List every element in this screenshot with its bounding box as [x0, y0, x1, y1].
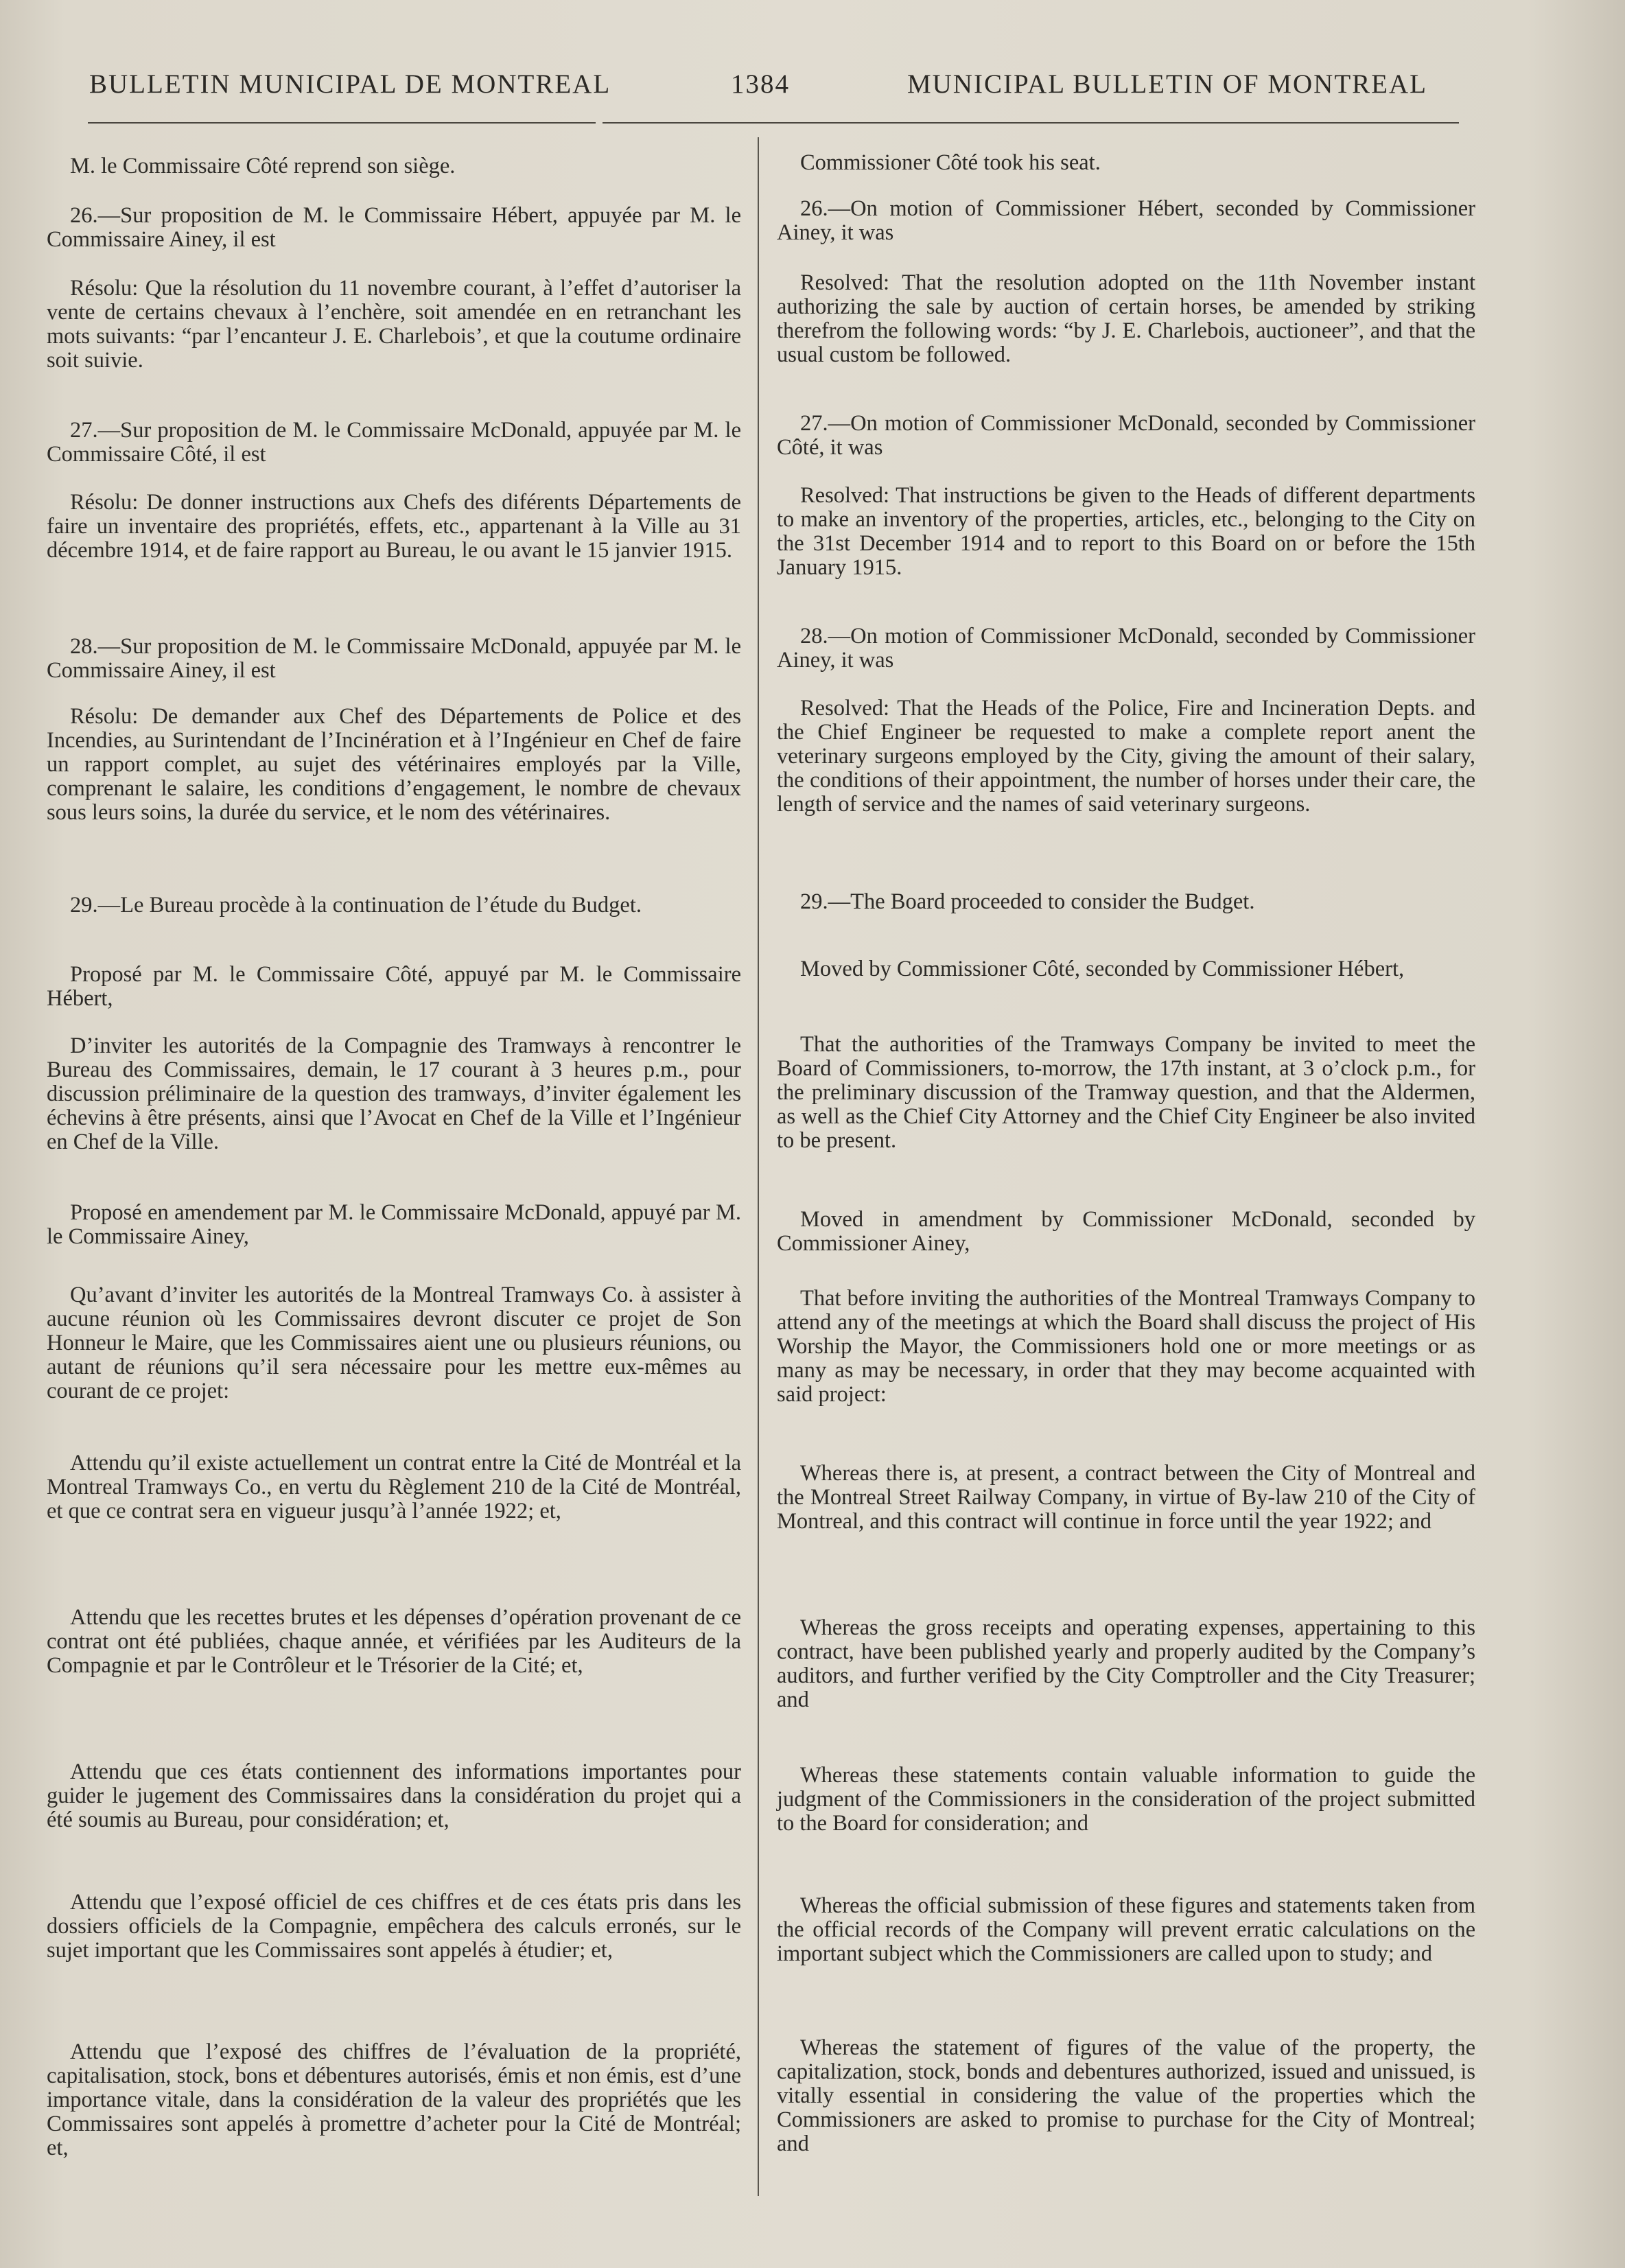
english-paragraph: 27.—On motion of Commissioner McDonald, seconded by Commissioner Côté, it was [777, 411, 1475, 460]
english-paragraph: Whereas the official submission of these figures and statements taken from the official records of the Company will prevent erratic calculations on the important subject which the Commissioners are called upon to study; and [777, 1893, 1475, 1966]
french-paragraph: Résolu: De demander aux Chef des Départements de Police et des Incendies, au Surintendant de l’Incinération et à l’Ingénieur en Chef de faire un rapport complet, au sujet des vétérinaires employés par la Ville, comprenant le salaire, les conditions d’engagement, le nombre de chevaux sous leurs soins, la durée du service, et le nom des vétérinaires. [47, 704, 741, 825]
english-paragraph: Whereas there is, at present, a contract between the City of Montreal and the Montreal Street Railway Company, in virtue of By-law 210 of the City of Montreal, and this contract will continue in force until the year 1922; and [777, 1461, 1475, 1534]
french-paragraph: 29.—Le Bureau procède à la continuation de l’étude du Budget. [70, 893, 642, 917]
french-paragraph: M. le Commissaire Côté reprend son siège. [70, 154, 456, 178]
english-paragraph: Whereas the statement of figures of the value of the property, the capitalization, stock, bonds and debentures authorized, issued and unissued, is vitally essential in considering the value of the properties which the Commissioners are asked to promise to purchase for the City of Montreal; and [777, 2035, 1475, 2156]
english-paragraph: Resolved: That instructions be given to the Heads of different departments to make an inventory of the properties, articles, etc., belonging to the City on the 31st December 1914 and to report to this Board on or before the 15th January 1915. [777, 483, 1475, 580]
french-paragraph: Attendu que ces états contiennent des informations importantes pour guider le jugement des Commissaires dans la considération du projet qui a été soumis au Bureau, pour considération; et, [47, 1760, 741, 1832]
english-paragraph: Moved by Commissioner Côté, seconded by Commissioner Hébert, [800, 957, 1405, 981]
french-paragraph: Attendu que l’exposé officiel de ces chiffres et de ces états pris dans les dossiers officiels de la Compagnie, empêchera des calculs erronés, sur le sujet important que les Commissaires sont appelés à étudier; et, [47, 1890, 741, 1963]
page-number: 1384 [731, 69, 790, 99]
french-paragraph: 28.—Sur proposition de M. le Commissaire McDonald, appuyée par M. le Commissaire Ainey, il est [47, 634, 741, 683]
english-paragraph: That the authorities of the Tramways Company be invited to meet the Board of Commissioners, to-morrow, the 17th instant, at 3 o’clock p.m., for the preliminary discussion of the Tramway question, and that the Aldermen, as well as the Chief City Attorney and the Chief City Engineer be also invited to be present. [777, 1032, 1475, 1153]
english-paragraph: 29.—The Board proceeded to consider the Budget. [800, 889, 1255, 914]
french-paragraph: 26.—Sur proposition de M. le Commissaire Hébert, appuyée par M. le Commissaire Ainey, il est [47, 203, 741, 252]
english-paragraph: Moved in amendment by Commissioner McDonald, seconded by Commissioner Ainey, [777, 1207, 1475, 1256]
page-header [89, 69, 1427, 110]
french-paragraph: Proposé par M. le Commissaire Côté, appuyé par M. le Commissaire Hébert, [47, 962, 741, 1011]
column-divider [758, 137, 759, 2196]
header-french-title: BULLETIN MUNICIPAL DE MONTREAL [89, 69, 611, 99]
french-paragraph: D’inviter les autorités de la Compagnie des Tramways à rencontrer le Bureau des Commissaires, demain, le 17 courant à 3 heures p.m., pour discussion préliminaire de la question des tramways, d’inviter également les échevins à être présents, ainsi que l’Avocat en Chef de la Ville et l’Ingénieur en Chef de la Ville. [47, 1033, 741, 1154]
header-rule-left [88, 122, 596, 124]
french-paragraph: Proposé en amendement par M. le Commissaire McDonald, appuyé par M. le Commissaire Ainey, [47, 1200, 741, 1249]
english-paragraph: That before inviting the authorities of the Montreal Tramways Company to attend any of the meetings at which the Board shall discuss the project of His Worship the Mayor, the Commissioners hold one or more meetings or as many as may be necessary, in order that they may become acquainted with said project: [777, 1286, 1475, 1407]
header-english-title: MUNICIPAL BULLETIN OF MONTREAL [907, 69, 1427, 99]
english-paragraph: 26.—On motion of Commissioner Hébert, seconded by Commissioner Ainey, it was [777, 196, 1475, 245]
english-paragraph: Whereas these statements contain valuable information to guide the judgment of the Commissioners in the consideration of the project submitted to the Board for consideration; and [777, 1763, 1475, 1836]
english-paragraph: Resolved: That the Heads of the Police, Fire and Incineration Depts. and the Chief Engineer be requested to make a complete report anent the veterinary surgeons employed by the City, giving the amount of their salary, the conditions of their appointment, the number of horses under their care, the length of service and the names of said veterinary surgeons. [777, 696, 1475, 817]
french-paragraph: 27.—Sur proposition de M. le Commissaire McDonald, appuyée par M. le Commissaire Côté, il est [47, 418, 741, 467]
french-paragraph: Attendu que l’exposé des chiffres de l’évaluation de la propriété, capitalisation, stock, bons et débentures autorisés, émis et non émis, est d’une importance vitale, dans la considération de la valeur des propriétés que les Commissaires sont appelés à promettre d’acheter pour la Cité de Montréal; et, [47, 2039, 741, 2160]
french-paragraph: Attendu que les recettes brutes et les dépenses d’opération provenant de ce contrat ont été publiées, chaque année, et vérifiées par les Auditeurs de la Compagnie et par le Contrôleur et le Trésorier de la Cité; et, [47, 1605, 741, 1678]
english-paragraph: 28.—On motion of Commissioner McDonald, seconded by Commissioner Ainey, it was [777, 624, 1475, 673]
english-paragraph: Resolved: That the resolution adopted on the 11th November instant authorizing the sale by auction of certain horses, be amended by striking therefrom the following words: “by J. E. Charlebois, auctioneer”, and that the usual custom be followed. [777, 270, 1475, 367]
french-paragraph: Résolu: De donner instructions aux Chefs des diférents Départements de faire un inventaire des propriétés, effets, etc., appartenant à la Ville au 31 décembre 1914, et de faire rapport au Bureau, le ou avant le 15 janvier 1915. [47, 490, 741, 563]
french-paragraph: Qu’avant d’inviter les autorités de la Montreal Tramways Co. à assister à aucune réunion où les Commissaires devront discuter ce projet de Son Honneur le Maire, que les Commissaires aient une ou plusieurs réunions, ou autant de réunions qu’il sera nécessaire pour les mettre eux-mêmes au courant de ce projet: [47, 1283, 741, 1403]
french-paragraph: Résolu: Que la résolution du 11 novembre courant, à l’effet d’autoriser la vente de certains chevaux à l’enchère, soit amendée en en retranchant les mots suivants: “par l’encanteur J. E. Charlebois’, et que la coutume ordinaire soit suivie. [47, 276, 741, 373]
english-paragraph: Whereas the gross receipts and operating expenses, appertaining to this contract, have been published yearly and properly audited by the Company’s auditors, and further verified by the City Comptroller and the City Treasurer; and [777, 1615, 1475, 1712]
english-paragraph: Commissioner Côté took his seat. [800, 150, 1101, 175]
header-rule-right [603, 122, 1459, 124]
french-paragraph: Attendu qu’il existe actuellement un contrat entre la Cité de Montréal et la Montreal Tramways Co., en vertu du Règlement 210 de la Cité de Montréal, et que ce contrat sera en vigueur jusqu’à l’année 1922; et, [47, 1451, 741, 1523]
